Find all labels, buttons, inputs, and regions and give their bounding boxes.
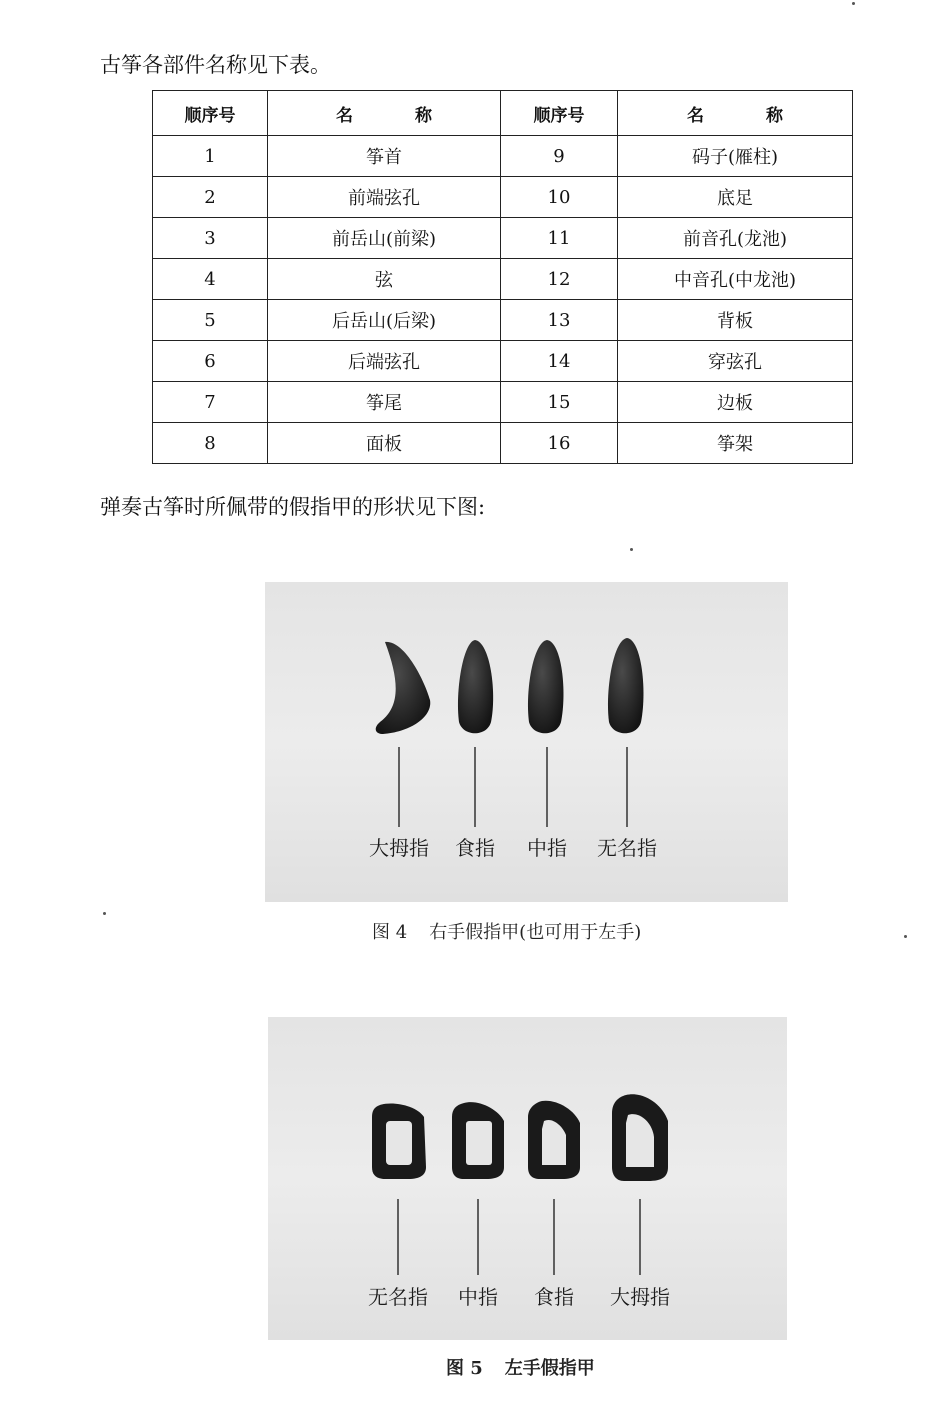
- figure5-label-index: 食指: [534, 1285, 574, 1309]
- table-row: [153, 218, 853, 259]
- table-cell-no: 1: [153, 136, 268, 177]
- header-no: 顺序号: [153, 91, 268, 136]
- table-cell-name: 筝尾: [268, 382, 501, 423]
- table-row: [153, 177, 853, 218]
- figure4-caption-number: 图 4: [372, 922, 408, 943]
- figure5-caption-number: 图 5: [446, 1358, 483, 1379]
- figure5-photo: [268, 1017, 787, 1340]
- scan-speck: [904, 935, 907, 938]
- figure4-label-ring: 无名指: [597, 836, 657, 860]
- middle-pick-shape: [528, 640, 564, 733]
- table-row: [153, 423, 853, 464]
- index-finger-ring-pick: [528, 1101, 580, 1179]
- middle-finger-ring-pick: [452, 1102, 504, 1179]
- header-name2: 名 称: [618, 91, 853, 136]
- figure5-label-middle: 中指: [458, 1285, 498, 1309]
- table-cell-name2: 前音孔(龙池): [618, 218, 853, 259]
- table-cell-no: 3: [153, 218, 268, 259]
- table-cell-no: 6: [153, 341, 268, 382]
- table-cell-no2: 10: [501, 177, 618, 218]
- table-cell-no: 8: [153, 423, 268, 464]
- scan-speck: [852, 2, 855, 5]
- table-cell-no2: 15: [501, 382, 618, 423]
- table-cell-name: 后岳山(后梁): [268, 300, 501, 341]
- header-no2: 顺序号: [501, 91, 618, 136]
- table-cell-no2: 9: [501, 136, 618, 177]
- parts-table: [152, 90, 853, 464]
- table-row: [153, 136, 853, 177]
- table-cell-name2: 筝架: [618, 423, 853, 464]
- scan-speck: [630, 548, 633, 551]
- figure-intro-text: 弹奏古筝时所佩带的假指甲的形状见下图:: [100, 495, 486, 519]
- table-cell-name: 后端弦孔: [268, 341, 501, 382]
- figure4-photo: [265, 582, 788, 902]
- ring-finger-ring-pick: [372, 1104, 426, 1180]
- ring-pick-shape: [608, 638, 644, 733]
- figure5-caption: [446, 1354, 595, 1380]
- figure4-label-thumb: 大拇指: [369, 836, 429, 860]
- header-name: 名 称: [268, 91, 501, 136]
- table-cell-no2: 16: [501, 423, 618, 464]
- table-cell-name2: 穿弦孔: [618, 341, 853, 382]
- figure5-picks-illustration: [268, 1017, 787, 1340]
- thumb-ring-pick: [612, 1094, 668, 1181]
- table-header-row: [153, 91, 853, 136]
- figure4-label-index: 食指: [455, 836, 495, 860]
- thumb-pick-shape: [376, 642, 431, 734]
- figure5-caption-text: 左手假指甲: [504, 1358, 595, 1379]
- table-cell-no: 5: [153, 300, 268, 341]
- table-row: [153, 341, 853, 382]
- table-cell-no: 7: [153, 382, 268, 423]
- figure4-caption-text: 右手假指甲(也可用于左手): [429, 922, 642, 943]
- scan-speck: [103, 912, 106, 915]
- table-cell-name: 筝首: [268, 136, 501, 177]
- table-row: [153, 259, 853, 300]
- table-cell-name2: 背板: [618, 300, 853, 341]
- table-cell-name2: 边板: [618, 382, 853, 423]
- table-cell-no2: 11: [501, 218, 618, 259]
- figure5-label-ring: 无名指: [368, 1285, 428, 1309]
- table-cell-no2: 14: [501, 341, 618, 382]
- table-cell-no: 4: [153, 259, 268, 300]
- figure4-caption: [372, 918, 641, 944]
- table-cell-name: 弦: [268, 259, 501, 300]
- table-cell-no2: 12: [501, 259, 618, 300]
- table-cell-no: 2: [153, 177, 268, 218]
- figure5-label-thumb: 大拇指: [610, 1285, 670, 1309]
- table-cell-name2: 中音孔(中龙池): [618, 259, 853, 300]
- table-cell-name: 面板: [268, 423, 501, 464]
- table-row: [153, 382, 853, 423]
- index-pick-shape: [458, 640, 493, 733]
- table-cell-name2: 码子(雁柱): [618, 136, 853, 177]
- figure4-label-middle: 中指: [527, 836, 567, 860]
- table-cell-no2: 13: [501, 300, 618, 341]
- table-cell-name: 前端弦孔: [268, 177, 501, 218]
- table-cell-name2: 底足: [618, 177, 853, 218]
- table-cell-name: 前岳山(前梁): [268, 218, 501, 259]
- table-row: [153, 300, 853, 341]
- intro-text: 古筝各部件名称见下表。: [100, 53, 331, 77]
